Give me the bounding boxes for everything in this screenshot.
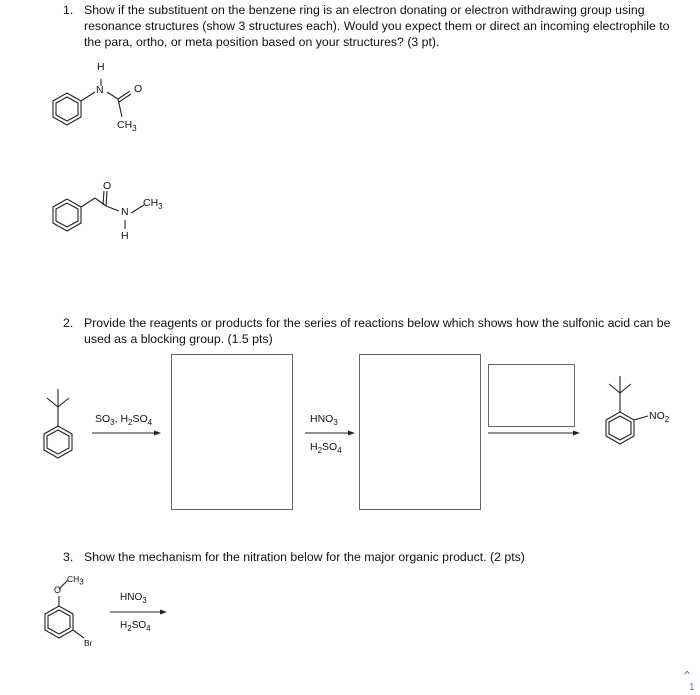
atom-label-o: O (103, 180, 112, 192)
reagent-label-hno3: $HNO_3$ (120, 592, 147, 605)
question-number: 2. (63, 316, 74, 330)
reagent-label-h2so4: $H_2SO_4$ (120, 620, 151, 633)
atom-label-br: Br (84, 638, 93, 648)
atom-label-no2: $NO_2$ (649, 410, 670, 425)
question-text-line: the para, ortho, or meta position based on your structures? (3 pt). (84, 35, 440, 49)
nitro-product-structure (606, 376, 648, 444)
chevron-up-icon[interactable]: ‸ (684, 654, 691, 674)
question-text-line: Show if the substituent on the benzene ring is an electron donating or electron withdrawing group using (84, 3, 645, 17)
atom-label-ch3: $CH_3$ (117, 119, 137, 134)
amide-structure-2 (53, 191, 144, 231)
atom-label-o: O (134, 83, 143, 95)
atom-label-h: H (121, 230, 129, 242)
answer-box-product-1[interactable] (171, 354, 293, 510)
atom-label-n: N (121, 206, 129, 218)
reagent-label-h2so4: $H_2SO_4$ (310, 441, 342, 456)
atom-label-h: H (97, 61, 105, 73)
question-number: 3. (63, 550, 74, 564)
anisole-structure (45, 580, 84, 638)
question-number: 1. (63, 3, 74, 17)
answer-box-reagent[interactable] (488, 364, 575, 427)
atom-label-n: N (96, 84, 104, 96)
question-text-line: used as a blocking group. (1.5 pts) (84, 332, 273, 346)
atom-label-ch3: $CH_3$ (143, 197, 163, 212)
question-text-line: resonance structures (show 3 structures each). Would you expect them or direct an incoming electrophile to (84, 19, 670, 33)
atom-label-o: O (54, 585, 62, 595)
reagent-label-hno3: $HNO_3$ (310, 413, 338, 428)
atom-label-ch3: $CH_3$ (67, 574, 84, 587)
page-indicator: 1 (689, 682, 695, 693)
question-text-line: Show the mechanism for the nitration below for the major organic product. (2 pts) (84, 550, 525, 564)
tert-butylbenzene-structure (44, 389, 72, 458)
answer-box-product-2[interactable] (359, 354, 481, 510)
reagent-label-step1: $SO_3$, $H_2SO_4$ (95, 413, 153, 428)
question-text-line: Provide the reagents or products for the series of reactions below which shows how the sulfonic acid can be (84, 316, 671, 330)
